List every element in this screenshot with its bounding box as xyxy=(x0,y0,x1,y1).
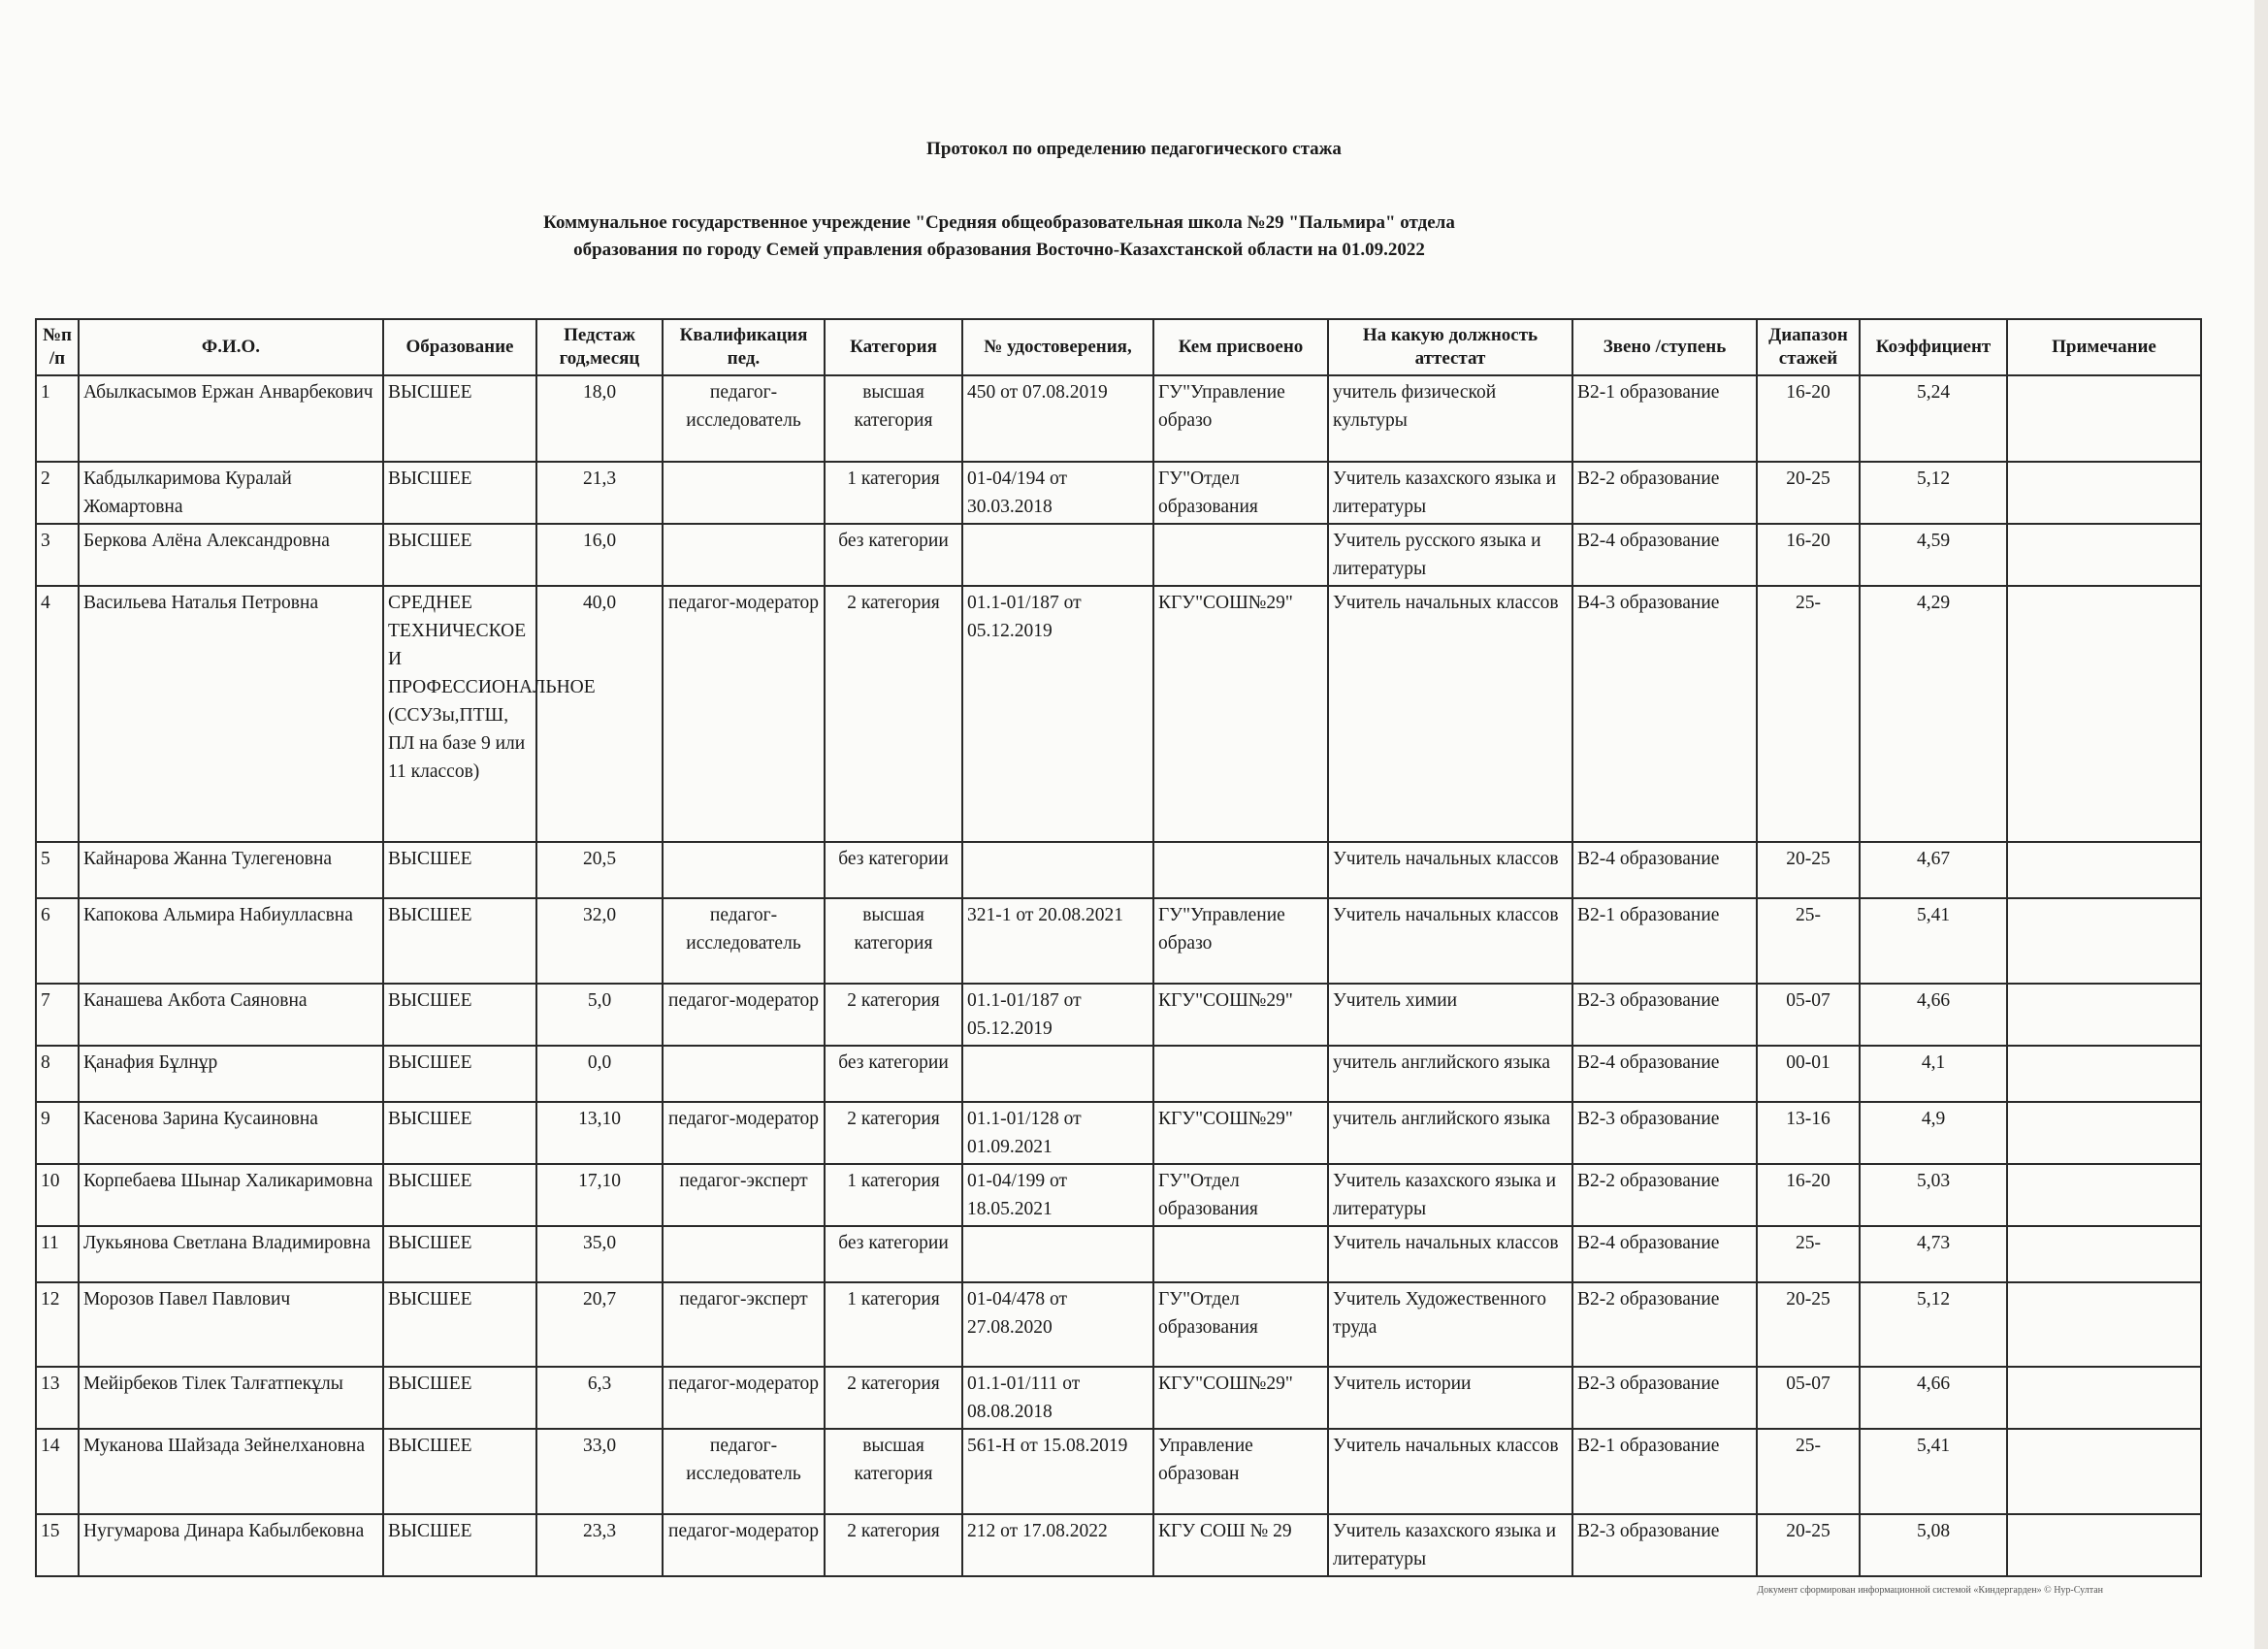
row-assigned-by: ГУ"Управление образо xyxy=(1153,375,1328,462)
row-qualification: педагог-эксперт xyxy=(663,1164,825,1226)
row-education: ВЫСШЕЕ xyxy=(383,1429,536,1514)
row-certificate: 01.1-01/187 от 05.12.2019 xyxy=(962,586,1153,842)
row-name: Кабдылкаримова Куралай Жомартовна xyxy=(79,462,383,524)
row-note xyxy=(2007,984,2201,1046)
row-level: В2-4 образование xyxy=(1572,842,1757,898)
row-number: 14 xyxy=(36,1429,79,1514)
row-level: В2-2 образование xyxy=(1572,1282,1757,1367)
row-category: 2 категория xyxy=(825,1367,962,1429)
table-row xyxy=(36,1282,2201,1367)
row-level: В2-3 образование xyxy=(1572,1102,1757,1164)
document-subtitle xyxy=(407,210,1591,264)
row-number: 5 xyxy=(36,842,79,898)
row-category: 2 категория xyxy=(825,1102,962,1164)
row-assigned-by xyxy=(1153,524,1328,586)
row-name: Васильева Наталья Петровна xyxy=(79,586,383,842)
row-certificate: 450 от 07.08.2019 xyxy=(962,375,1153,462)
row-assigned-by: Управление образован xyxy=(1153,1429,1328,1514)
row-assigned-by: ГУ"Отдел образования xyxy=(1153,1282,1328,1367)
row-range: 05-07 xyxy=(1757,984,1860,1046)
row-level: В2-4 образование xyxy=(1572,524,1757,586)
row-assigned-by: КГУ"СОШ№29" xyxy=(1153,1367,1328,1429)
row-range: 20-25 xyxy=(1757,842,1860,898)
row-range: 16-20 xyxy=(1757,375,1860,462)
row-name: Лукьянова Светлана Владимировна xyxy=(79,1226,383,1282)
row-note xyxy=(2007,375,2201,462)
row-category: высшая категория xyxy=(825,375,962,462)
col-header-coefficient: Коэффициент xyxy=(1860,319,2007,375)
row-coefficient: 4,73 xyxy=(1860,1226,2007,1282)
row-number: 15 xyxy=(36,1514,79,1576)
row-assigned-by: ГУ"Отдел образования xyxy=(1153,1164,1328,1226)
row-level: В2-4 образование xyxy=(1572,1226,1757,1282)
row-number: 13 xyxy=(36,1367,79,1429)
row-education: ВЫСШЕЕ xyxy=(383,1102,536,1164)
row-education: ВЫСШЕЕ xyxy=(383,984,536,1046)
row-number: 4 xyxy=(36,586,79,842)
row-level: В2-3 образование xyxy=(1572,984,1757,1046)
row-position: Учитель русского языка и литературы xyxy=(1328,524,1572,586)
row-note xyxy=(2007,842,2201,898)
row-position: Учитель казахского языка и литературы xyxy=(1328,1164,1572,1226)
row-position: Учитель начальных классов xyxy=(1328,842,1572,898)
row-number: 3 xyxy=(36,524,79,586)
table-row xyxy=(36,984,2201,1046)
row-certificate: 561-Н от 15.08.2019 xyxy=(962,1429,1153,1514)
row-qualification: педагог-модератор xyxy=(663,586,825,842)
row-category: без категории xyxy=(825,842,962,898)
row-experience: 20,5 xyxy=(536,842,663,898)
row-certificate: 01-04/478 от 27.08.2020 xyxy=(962,1282,1153,1367)
row-number: 11 xyxy=(36,1226,79,1282)
row-experience: 33,0 xyxy=(536,1429,663,1514)
row-note xyxy=(2007,1046,2201,1102)
row-qualification: педагог-исследователь xyxy=(663,1429,825,1514)
row-certificate xyxy=(962,1226,1153,1282)
row-level: В2-1 образование xyxy=(1572,1429,1757,1514)
row-category: без категории xyxy=(825,1226,962,1282)
row-qualification xyxy=(663,1226,825,1282)
col-header-fio: Ф.И.О. xyxy=(79,319,383,375)
row-coefficient: 4,66 xyxy=(1860,984,2007,1046)
row-name: Капокова Альмира Набиулласвна xyxy=(79,898,383,984)
row-position: Учитель начальных классов xyxy=(1328,1429,1572,1514)
row-position: Учитель начальных классов xyxy=(1328,1226,1572,1282)
row-level: В2-3 образование xyxy=(1572,1514,1757,1576)
row-assigned-by: КГУ"СОШ№29" xyxy=(1153,984,1328,1046)
row-level: В2-1 образование xyxy=(1572,898,1757,984)
staff-experience-table xyxy=(35,318,2202,1577)
table-row xyxy=(36,524,2201,586)
row-name: Қанафия Бұлнұр xyxy=(79,1046,383,1102)
row-name: Кайнарова Жанна Тулегеновна xyxy=(79,842,383,898)
row-note xyxy=(2007,1367,2201,1429)
row-note xyxy=(2007,1429,2201,1514)
table-row xyxy=(36,898,2201,984)
row-assigned-by xyxy=(1153,1226,1328,1282)
row-number: 10 xyxy=(36,1164,79,1226)
row-name: Касенова Зарина Кусаиновна xyxy=(79,1102,383,1164)
row-education: СРЕДНЕЕ ТЕХНИЧЕСКОЕ И ПРОФЕССИОНАЛЬНОЕ (ССУЗы,ПТШ, ПЛ на базе 9 или 11 классов) xyxy=(383,586,536,842)
row-category: 1 категория xyxy=(825,462,962,524)
row-level: В4-3 образование xyxy=(1572,586,1757,842)
row-education: ВЫСШЕЕ xyxy=(383,524,536,586)
row-name: Беркова Алёна Александровна xyxy=(79,524,383,586)
row-range: 25- xyxy=(1757,586,1860,842)
row-assigned-by: КГУ СОШ № 29 xyxy=(1153,1514,1328,1576)
row-note xyxy=(2007,1226,2201,1282)
row-number: 12 xyxy=(36,1282,79,1367)
col-header-range: Диапазон стажей xyxy=(1757,319,1860,375)
row-number: 8 xyxy=(36,1046,79,1102)
row-number: 1 xyxy=(36,375,79,462)
table-row xyxy=(36,1102,2201,1164)
row-category: без категории xyxy=(825,1046,962,1102)
row-certificate: 01-04/194 от 30.03.2018 xyxy=(962,462,1153,524)
col-header-assigned-by: Кем присвоено xyxy=(1153,319,1328,375)
row-note xyxy=(2007,1102,2201,1164)
row-education: ВЫСШЕЕ xyxy=(383,1226,536,1282)
row-education: ВЫСШЕЕ xyxy=(383,1514,536,1576)
row-position: Учитель истории xyxy=(1328,1367,1572,1429)
row-note xyxy=(2007,462,2201,524)
row-position: Учитель начальных классов xyxy=(1328,898,1572,984)
table-row xyxy=(36,842,2201,898)
row-position: учитель физической культуры xyxy=(1328,375,1572,462)
footer-note: Документ сформирован информационной системой «Киндергарден» © Нур-Султан xyxy=(1757,1585,2103,1596)
row-position: Учитель Художественного труда xyxy=(1328,1282,1572,1367)
row-name: Канашева Акбота Саяновна xyxy=(79,984,383,1046)
row-assigned-by xyxy=(1153,842,1328,898)
document-title: Протокол по определению педагогического стажа xyxy=(926,139,1342,159)
col-header-note: Примечание xyxy=(2007,319,2201,375)
subtitle-line-1: Коммунальное государственное учреждение "Средняя общеобразовательная школа №29 "Пальмира" отдела xyxy=(543,212,1455,233)
row-qualification: педагог-исследователь xyxy=(663,898,825,984)
row-certificate: 01.1-01/128 от 01.09.2021 xyxy=(962,1102,1153,1164)
row-range: 16-20 xyxy=(1757,1164,1860,1226)
row-note xyxy=(2007,1164,2201,1226)
row-experience: 35,0 xyxy=(536,1226,663,1282)
row-range: 25- xyxy=(1757,898,1860,984)
row-education: ВЫСШЕЕ xyxy=(383,462,536,524)
row-name: Муканова Шайзада Зейнелхановна xyxy=(79,1429,383,1514)
row-qualification xyxy=(663,462,825,524)
row-education: ВЫСШЕЕ xyxy=(383,375,536,462)
row-education: ВЫСШЕЕ xyxy=(383,1046,536,1102)
row-note xyxy=(2007,898,2201,984)
row-level: В2-3 образование xyxy=(1572,1367,1757,1429)
row-certificate xyxy=(962,524,1153,586)
row-experience: 23,3 xyxy=(536,1514,663,1576)
row-experience: 32,0 xyxy=(536,898,663,984)
row-coefficient: 5,24 xyxy=(1860,375,2007,462)
row-range: 00-01 xyxy=(1757,1046,1860,1102)
row-experience: 5,0 xyxy=(536,984,663,1046)
row-education: ВЫСШЕЕ xyxy=(383,898,536,984)
row-coefficient: 5,12 xyxy=(1860,1282,2007,1367)
row-name: Корпебаева Шынар Халикаримовна xyxy=(79,1164,383,1226)
row-number: 7 xyxy=(36,984,79,1046)
row-experience: 17,10 xyxy=(536,1164,663,1226)
col-header-category: Категория xyxy=(825,319,962,375)
table-row xyxy=(36,1164,2201,1226)
row-certificate: 321-1 от 20.08.2021 xyxy=(962,898,1153,984)
row-level: В2-2 образование xyxy=(1572,1164,1757,1226)
row-note xyxy=(2007,1514,2201,1576)
row-qualification: педагог-эксперт xyxy=(663,1282,825,1367)
row-experience: 0,0 xyxy=(536,1046,663,1102)
row-category: 1 категория xyxy=(825,1164,962,1226)
row-experience: 21,3 xyxy=(536,462,663,524)
row-certificate xyxy=(962,1046,1153,1102)
row-category: высшая категория xyxy=(825,1429,962,1514)
col-header-education: Образование xyxy=(383,319,536,375)
row-coefficient: 4,29 xyxy=(1860,586,2007,842)
row-position: учитель английского языка xyxy=(1328,1102,1572,1164)
col-header-level: Звено /ступень xyxy=(1572,319,1757,375)
row-range: 13-16 xyxy=(1757,1102,1860,1164)
row-assigned-by xyxy=(1153,1046,1328,1102)
row-name: Морозов Павел Павлович xyxy=(79,1282,383,1367)
row-coefficient: 4,9 xyxy=(1860,1102,2007,1164)
row-qualification: педагог-модератор xyxy=(663,1367,825,1429)
row-range: 16-20 xyxy=(1757,524,1860,586)
row-category: 2 категория xyxy=(825,984,962,1046)
row-note xyxy=(2007,586,2201,842)
table-row xyxy=(36,586,2201,842)
row-name: Мейірбеков Тілек Талғатпекұлы xyxy=(79,1367,383,1429)
col-header-position: На какую должность аттестат xyxy=(1328,319,1572,375)
row-education: ВЫСШЕЕ xyxy=(383,1164,536,1226)
row-category: 1 категория xyxy=(825,1282,962,1367)
row-coefficient: 5,41 xyxy=(1860,898,2007,984)
row-certificate: 01.1-01/111 от 08.08.2018 xyxy=(962,1367,1153,1429)
row-coefficient: 5,12 xyxy=(1860,462,2007,524)
table-row xyxy=(36,1046,2201,1102)
row-range: 25- xyxy=(1757,1226,1860,1282)
row-assigned-by: ГУ"Отдел образования xyxy=(1153,462,1328,524)
row-level: В2-1 образование xyxy=(1572,375,1757,462)
row-position: Учитель казахского языка и литературы xyxy=(1328,1514,1572,1576)
row-assigned-by: ГУ"Управление образо xyxy=(1153,898,1328,984)
table-row xyxy=(36,1367,2201,1429)
row-category: 2 категория xyxy=(825,586,962,842)
col-header-num: №п /п xyxy=(36,319,79,375)
table-row xyxy=(36,1514,2201,1576)
row-certificate xyxy=(962,842,1153,898)
row-range: 20-25 xyxy=(1757,1514,1860,1576)
row-coefficient: 5,41 xyxy=(1860,1429,2007,1514)
row-note xyxy=(2007,524,2201,586)
row-number: 2 xyxy=(36,462,79,524)
row-coefficient: 4,67 xyxy=(1860,842,2007,898)
row-education: ВЫСШЕЕ xyxy=(383,842,536,898)
row-experience: 40,0 xyxy=(536,586,663,842)
col-header-experience: Педстаж год,месяц xyxy=(536,319,663,375)
row-coefficient: 5,08 xyxy=(1860,1514,2007,1576)
row-coefficient: 5,03 xyxy=(1860,1164,2007,1226)
row-coefficient: 4,59 xyxy=(1860,524,2007,586)
row-number: 9 xyxy=(36,1102,79,1164)
table-row xyxy=(36,1429,2201,1514)
row-certificate: 01.1-01/187 от 05.12.2019 xyxy=(962,984,1153,1046)
row-qualification: педагог-модератор xyxy=(663,984,825,1046)
col-header-qualification: Квалификация пед. xyxy=(663,319,825,375)
row-note xyxy=(2007,1282,2201,1367)
row-assigned-by: КГУ"СОШ№29" xyxy=(1153,1102,1328,1164)
row-qualification: педагог-модератор xyxy=(663,1102,825,1164)
row-education: ВЫСШЕЕ xyxy=(383,1367,536,1429)
row-education: ВЫСШЕЕ xyxy=(383,1282,536,1367)
row-name: Нугумарова Динара Кабылбековна xyxy=(79,1514,383,1576)
row-experience: 18,0 xyxy=(536,375,663,462)
row-experience: 16,0 xyxy=(536,524,663,586)
row-category: высшая категория xyxy=(825,898,962,984)
subtitle-line-2: образования по городу Семей управления образования Восточно-Казахстанской области на 01.09.2022 xyxy=(573,240,1425,260)
row-position: Учитель начальных классов xyxy=(1328,586,1572,842)
col-header-certificate: № удостоверения, xyxy=(962,319,1153,375)
page-edge-shadow xyxy=(2254,0,2268,1649)
row-number: 6 xyxy=(36,898,79,984)
row-certificate: 212 от 17.08.2022 xyxy=(962,1514,1153,1576)
row-certificate: 01-04/199 от 18.05.2021 xyxy=(962,1164,1153,1226)
row-qualification xyxy=(663,1046,825,1102)
row-level: В2-2 образование xyxy=(1572,462,1757,524)
row-qualification: педагог-исследователь xyxy=(663,375,825,462)
table-row xyxy=(36,375,2201,462)
row-qualification xyxy=(663,524,825,586)
row-name: Абылкасымов Ержан Анварбекович xyxy=(79,375,383,462)
row-qualification xyxy=(663,842,825,898)
row-experience: 6,3 xyxy=(536,1367,663,1429)
row-position: учитель английского языка xyxy=(1328,1046,1572,1102)
row-position: Учитель химии xyxy=(1328,984,1572,1046)
row-range: 05-07 xyxy=(1757,1367,1860,1429)
row-range: 25- xyxy=(1757,1429,1860,1514)
table-header-row xyxy=(36,319,2201,375)
row-level: В2-4 образование xyxy=(1572,1046,1757,1102)
row-category: 2 категория xyxy=(825,1514,962,1576)
row-range: 20-25 xyxy=(1757,462,1860,524)
row-range: 20-25 xyxy=(1757,1282,1860,1367)
row-position: Учитель казахского языка и литературы xyxy=(1328,462,1572,524)
table-row xyxy=(36,1226,2201,1282)
row-experience: 13,10 xyxy=(536,1102,663,1164)
row-category: без категории xyxy=(825,524,962,586)
row-coefficient: 4,66 xyxy=(1860,1367,2007,1429)
row-qualification: педагог-модератор xyxy=(663,1514,825,1576)
row-experience: 20,7 xyxy=(536,1282,663,1367)
row-coefficient: 4,1 xyxy=(1860,1046,2007,1102)
table-row xyxy=(36,462,2201,524)
row-assigned-by: КГУ"СОШ№29" xyxy=(1153,586,1328,842)
